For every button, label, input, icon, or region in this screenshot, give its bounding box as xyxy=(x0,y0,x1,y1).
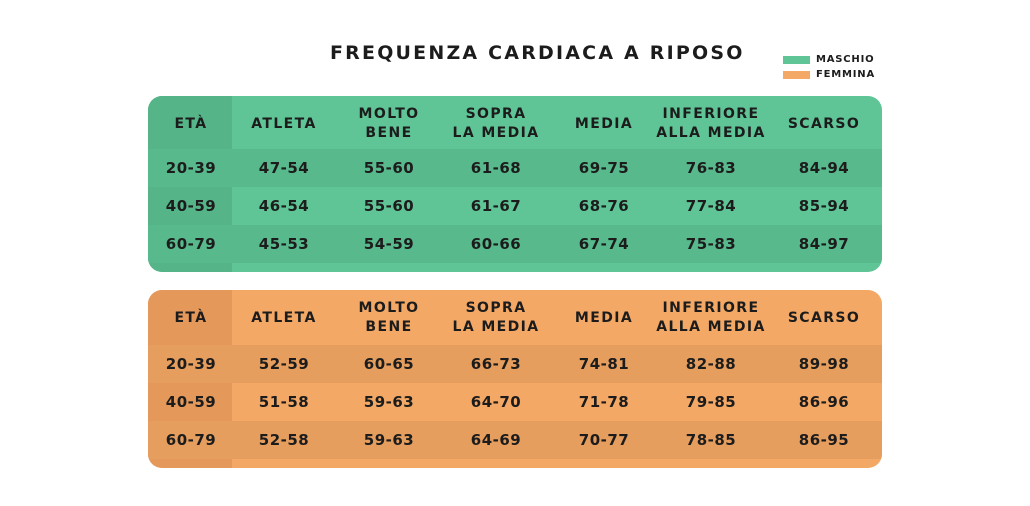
legend-item-male xyxy=(783,52,875,67)
cell-poor: 85-94 xyxy=(798,197,850,215)
header-above-average xyxy=(453,105,540,143)
cell-average: 68-76 xyxy=(578,197,630,215)
header-below-average-line2: ALLA MEDIA xyxy=(656,125,766,141)
header-very-good-line1: MOLTO xyxy=(358,106,420,122)
cell-average: 74-81 xyxy=(578,355,630,373)
header-average: MEDIA xyxy=(574,309,634,326)
cell-above-average: 61-67 xyxy=(470,197,522,215)
header-very-good xyxy=(359,105,420,143)
cell-age: 20-39 xyxy=(165,159,217,177)
table-row xyxy=(148,149,882,187)
cell-athlete: 52-58 xyxy=(258,431,310,449)
cell-very-good: 59-63 xyxy=(363,393,415,411)
cell-very-good: 60-65 xyxy=(363,355,415,373)
header-row xyxy=(148,104,882,144)
cell-average: 70-77 xyxy=(578,431,630,449)
cell-very-good: 55-60 xyxy=(363,159,415,177)
legend-swatch-female xyxy=(783,71,810,79)
header-below-average-line1: INFERIORE xyxy=(662,300,760,316)
table-row xyxy=(148,345,882,383)
header-age: ETÀ xyxy=(174,309,208,326)
header-above-average-line1: SOPRA xyxy=(465,106,527,122)
cell-below-average: 76-83 xyxy=(685,159,737,177)
table-row xyxy=(148,383,882,421)
cell-poor: 86-95 xyxy=(798,431,850,449)
header-above-average-line1: SOPRA xyxy=(465,300,527,316)
header-above-average-line2: LA MEDIA xyxy=(452,125,540,141)
cell-athlete: 51-58 xyxy=(258,393,310,411)
cell-below-average: 79-85 xyxy=(685,393,737,411)
female-table xyxy=(148,290,882,468)
cell-average: 71-78 xyxy=(578,393,630,411)
cell-poor: 89-98 xyxy=(798,355,850,373)
cell-above-average: 66-73 xyxy=(470,355,522,373)
legend-label-male: MASCHIO xyxy=(816,54,875,65)
legend-item-female xyxy=(783,67,875,82)
cell-below-average: 78-85 xyxy=(685,431,737,449)
header-poor: SCARSO xyxy=(787,115,861,132)
header-row xyxy=(148,298,882,338)
male-table xyxy=(148,96,882,272)
cell-poor: 84-97 xyxy=(798,235,850,253)
cell-age: 60-79 xyxy=(165,235,217,253)
table-row xyxy=(148,421,882,459)
header-very-good-line1: MOLTO xyxy=(358,300,420,316)
header-average: MEDIA xyxy=(574,115,634,132)
cell-below-average: 75-83 xyxy=(685,235,737,253)
cell-very-good: 59-63 xyxy=(363,431,415,449)
header-athlete: ATLETA xyxy=(251,115,317,132)
legend xyxy=(783,52,875,82)
cell-age: 60-79 xyxy=(165,431,217,449)
header-below-average-line1: INFERIORE xyxy=(662,106,760,122)
cell-below-average: 82-88 xyxy=(685,355,737,373)
cell-above-average: 61-68 xyxy=(470,159,522,177)
cell-athlete: 52-59 xyxy=(258,355,310,373)
cell-average: 69-75 xyxy=(578,159,630,177)
header-very-good-line2: BENE xyxy=(365,319,413,335)
table-row xyxy=(148,225,882,263)
header-athlete: ATLETA xyxy=(251,309,317,326)
header-below-average-line2: ALLA MEDIA xyxy=(656,319,766,335)
legend-label-female: FEMMINA xyxy=(816,69,875,80)
cell-below-average: 77-84 xyxy=(685,197,737,215)
cell-poor: 86-96 xyxy=(798,393,850,411)
header-above-average xyxy=(453,299,540,337)
cell-average: 67-74 xyxy=(578,235,630,253)
cell-poor: 84-94 xyxy=(798,159,850,177)
header-very-good xyxy=(359,299,420,337)
cell-age: 40-59 xyxy=(165,393,217,411)
header-below-average xyxy=(656,299,766,337)
table-row xyxy=(148,187,882,225)
cell-age: 20-39 xyxy=(165,355,217,373)
cell-above-average: 64-69 xyxy=(470,431,522,449)
page-title: FREQUENZA CARDIACA A RIPOSO xyxy=(330,42,745,64)
header-below-average xyxy=(656,105,766,143)
cell-above-average: 64-70 xyxy=(470,393,522,411)
cell-athlete: 45-53 xyxy=(258,235,310,253)
header-very-good-line2: BENE xyxy=(365,125,413,141)
header-poor: SCARSO xyxy=(787,309,861,326)
cell-very-good: 54-59 xyxy=(363,235,415,253)
cell-athlete: 46-54 xyxy=(258,197,310,215)
legend-swatch-male xyxy=(783,56,810,64)
header-age: ETÀ xyxy=(174,115,208,132)
cell-athlete: 47-54 xyxy=(258,159,310,177)
cell-age: 40-59 xyxy=(165,197,217,215)
header-above-average-line2: LA MEDIA xyxy=(452,319,540,335)
cell-very-good: 55-60 xyxy=(363,197,415,215)
cell-above-average: 60-66 xyxy=(470,235,522,253)
